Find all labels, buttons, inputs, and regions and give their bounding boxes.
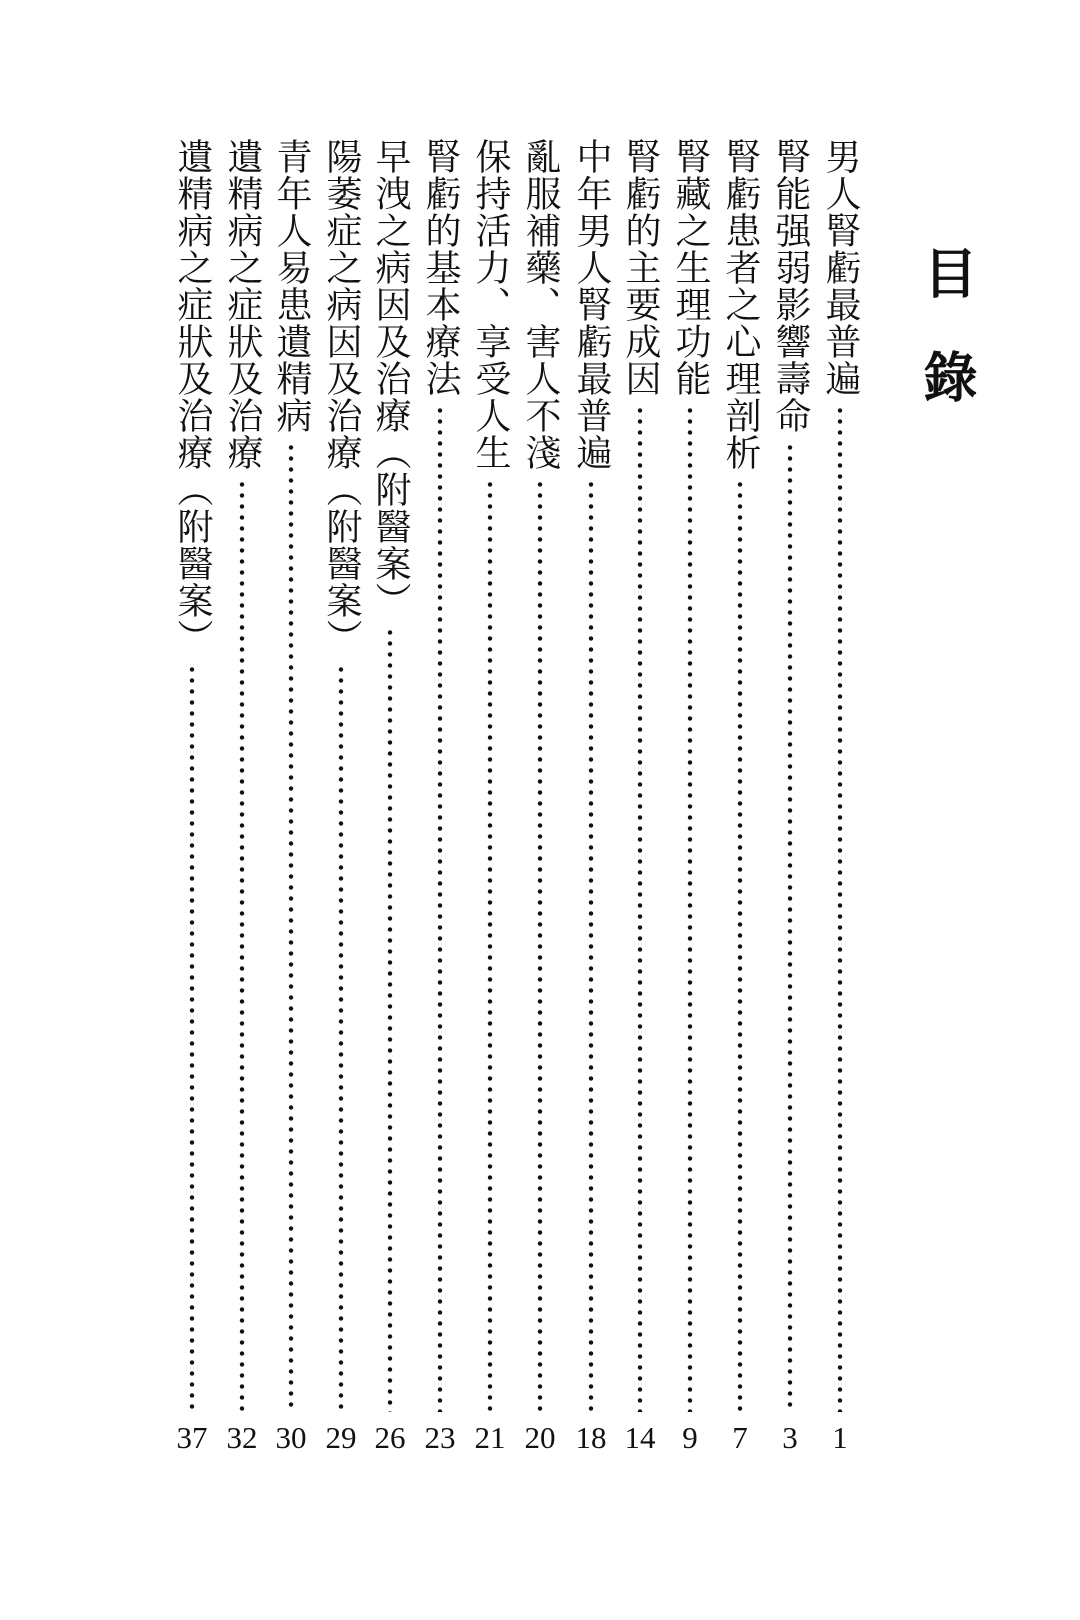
toc-entry-page: 26 <box>374 1420 406 1455</box>
toc-entry-page: 1 <box>832 1420 848 1455</box>
toc-entry <box>321 138 361 1523</box>
dot-leader <box>787 442 793 1412</box>
toc-entry-page: 3 <box>782 1420 798 1455</box>
toc-entry <box>172 138 212 1523</box>
toc-entry-page: 9 <box>682 1420 698 1455</box>
dot-leader <box>437 405 443 1412</box>
dot-leader <box>737 479 743 1412</box>
toc-entry <box>571 138 611 1523</box>
toc-entry-title: 早洩之病因及治療（附醫案） <box>370 138 411 619</box>
toc-entry-title: 遺精病之症狀及治療（附醫案） <box>172 138 213 656</box>
toc-entry-page: 29 <box>325 1420 357 1455</box>
page-title: 目錄 <box>915 245 978 453</box>
toc-entry-title: 腎虧的基本療法 <box>420 138 461 397</box>
toc-entry <box>222 138 262 1523</box>
dot-leader <box>288 442 294 1412</box>
toc-entry <box>820 138 860 1523</box>
toc-entry-page: 32 <box>226 1420 258 1455</box>
toc-entry-title: 遺精病之症狀及治療 <box>222 138 263 471</box>
toc-entry-title: 青年人易患遺精病 <box>271 138 312 434</box>
dot-leader <box>239 479 245 1412</box>
dot-leader <box>189 664 195 1412</box>
toc-entry <box>420 138 460 1523</box>
dot-leader <box>537 479 543 1412</box>
toc-entry-page: 20 <box>524 1420 556 1455</box>
toc-entry <box>520 138 560 1523</box>
dot-leader <box>687 405 693 1412</box>
toc-entry-title: 亂服補藥、害人不淺 <box>520 138 561 471</box>
toc-entry-title: 腎能强弱影響壽命 <box>770 138 811 434</box>
toc-entry <box>770 138 810 1523</box>
toc-entry-page: 30 <box>275 1420 307 1455</box>
toc-entry-page: 14 <box>624 1420 656 1455</box>
toc-entry <box>370 138 410 1523</box>
toc-entry-page: 18 <box>575 1420 607 1455</box>
dot-leader <box>637 405 643 1412</box>
toc-entry <box>620 138 660 1523</box>
dot-leader <box>588 479 594 1412</box>
toc-entry-page: 37 <box>176 1420 208 1455</box>
toc-entry-title: 中年男人腎虧最普遍 <box>571 138 612 471</box>
toc-entry <box>670 138 710 1523</box>
toc-entry-title: 腎藏之生理功能 <box>670 138 711 397</box>
dot-leader <box>487 479 493 1412</box>
toc-entry-title: 陽萎症之病因及治療（附醫案） <box>321 138 362 656</box>
toc-entry-page: 23 <box>424 1420 456 1455</box>
toc-entry <box>271 138 311 1523</box>
toc-entry <box>470 138 510 1523</box>
dot-leader <box>387 627 393 1412</box>
toc-entry-title: 保持活力、享受人生 <box>470 138 511 471</box>
toc-entry-page: 21 <box>474 1420 506 1455</box>
toc-entry <box>720 138 760 1523</box>
toc-entry-title: 腎虧的主要成因 <box>620 138 661 397</box>
dot-leader <box>338 664 344 1412</box>
dot-leader <box>837 405 843 1412</box>
toc-entry-page: 7 <box>732 1420 748 1455</box>
toc-entry-title: 男人腎虧最普遍 <box>820 138 861 397</box>
toc-entry-title: 腎虧患者之心理剖析 <box>720 138 761 471</box>
